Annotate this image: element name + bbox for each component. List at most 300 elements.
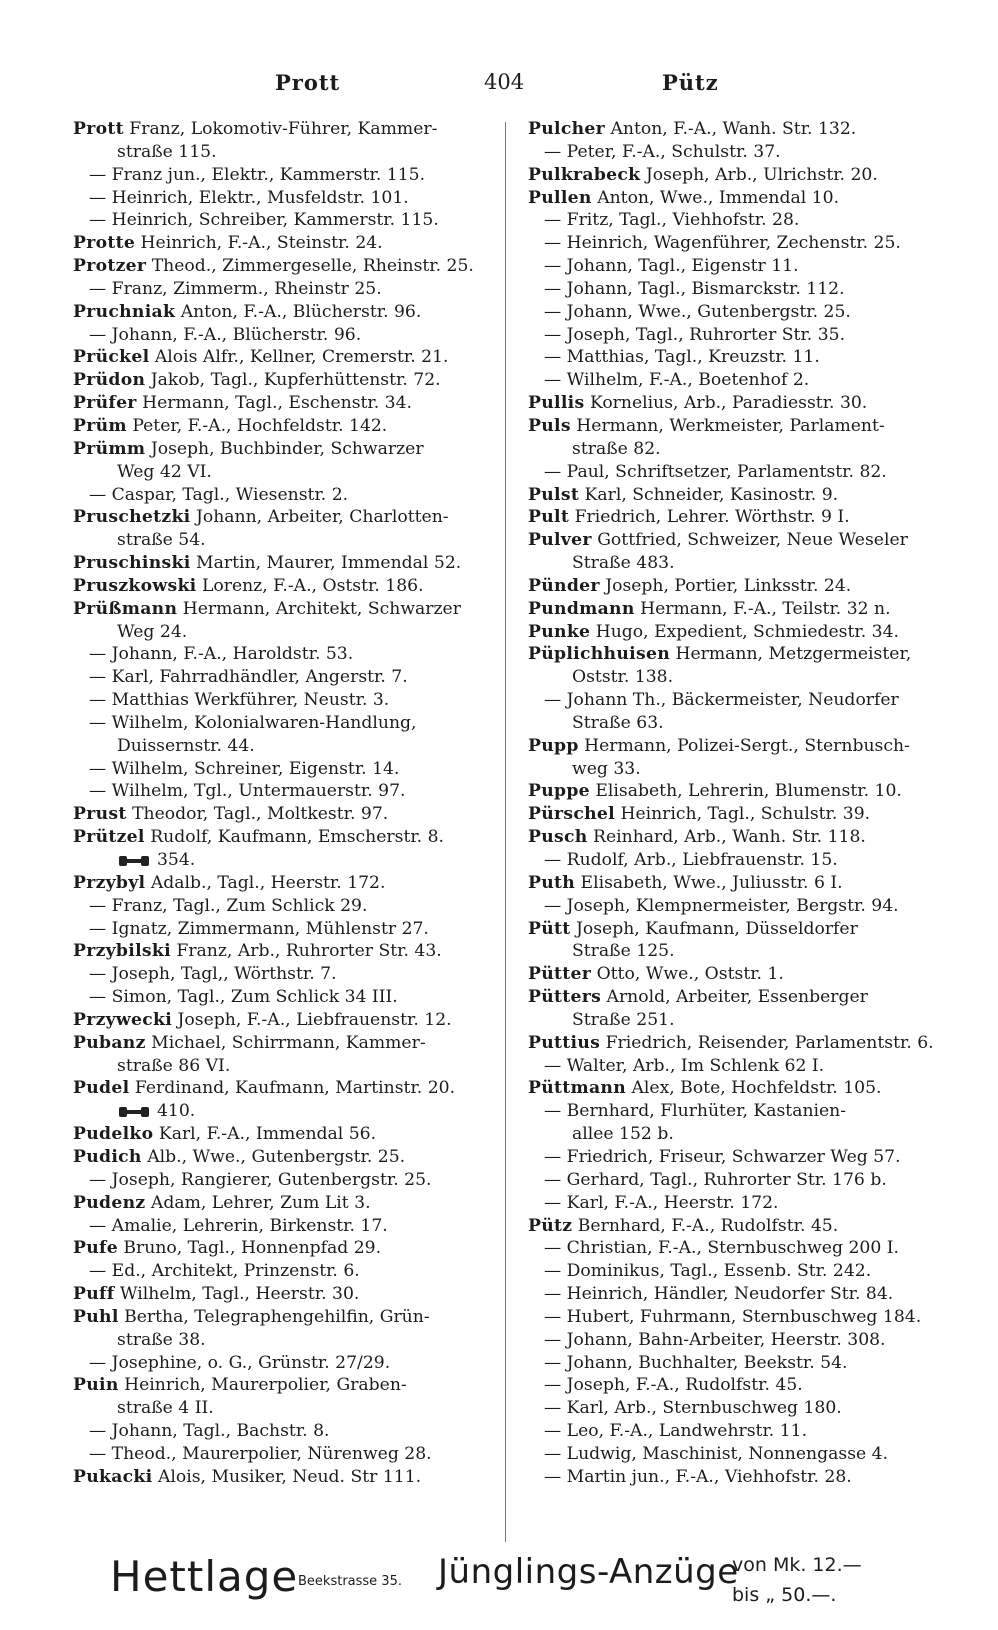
entry-details: Reinhard, Arb., Wanh. Str. 118.	[593, 827, 866, 848]
entry-details: — Paul, Schriftsetzer, Parlamentstr. 82.	[544, 461, 887, 482]
entry-details: Hermann, Architekt, Schwarzer	[182, 598, 461, 619]
directory-entry	[73, 872, 495, 895]
telephone-number: 354.	[157, 850, 196, 870]
entry-details: — Franz, Tagl., Zum Schlick 29.	[89, 895, 368, 916]
entry-details: — Franz jun., Elektr., Kammerstr. 115.	[89, 164, 426, 185]
directory-entry	[528, 872, 968, 895]
entry-surname: Pruchniak	[73, 301, 176, 322]
entry-surname: Protte	[73, 233, 136, 254]
directory-entry	[528, 780, 968, 803]
entry-surname: Pudelko	[73, 1124, 154, 1145]
entry-details: Friedrich, Lehrer. Wörthstr. 9 I.	[574, 507, 850, 528]
directory-entry	[528, 164, 968, 187]
directory-entry	[528, 986, 968, 1009]
entry-details: — Heinrich, Händler, Neudorfer Str. 84.	[544, 1284, 894, 1305]
directory-entry	[73, 575, 495, 598]
sub-entry	[73, 918, 495, 941]
entry-details: Anton, F.-A., Blücherstr. 96.	[180, 301, 422, 322]
directory-entry	[528, 529, 968, 552]
entry-continuation	[73, 1397, 495, 1420]
entry-continuation	[73, 735, 495, 758]
entry-details: — Simon, Tagl., Zum Schlick 34 III.	[89, 987, 398, 1008]
entry-surname: Pruszkowski	[73, 575, 197, 596]
entry-details: — Karl, F.-A., Heerstr. 172.	[544, 1192, 779, 1213]
directory-entry	[73, 392, 495, 415]
entry-details: — Gerhard, Tagl., Ruhrorter Str. 176 b.	[544, 1169, 887, 1190]
ad-brand: Hettlage	[110, 1552, 299, 1601]
directory-entry	[73, 232, 495, 255]
entry-details: — Theod., Maurerpolier, Nürenweg 28.	[89, 1443, 432, 1464]
entry-details: — Amalie, Lehrerin, Birkenstr. 17.	[89, 1215, 388, 1236]
entry-surname: Pünder	[528, 575, 600, 596]
entry-details: weg 33.	[572, 758, 641, 779]
entry-details: — Johann, Buchhalter, Beekstr. 54.	[544, 1352, 848, 1373]
directory-entry	[528, 598, 968, 621]
directory-entry	[528, 118, 968, 141]
telephone-number: 410.	[157, 1101, 196, 1122]
sub-entry	[528, 1237, 968, 1260]
right-column	[528, 118, 968, 1489]
entry-surname: Pundmann	[528, 598, 635, 619]
entry-details: Wilhelm, Tagl., Heerstr. 30.	[119, 1284, 360, 1305]
entry-details: Otto, Wwe., Oststr. 1.	[596, 964, 784, 985]
directory-entry	[528, 643, 968, 666]
sub-entry	[528, 1192, 968, 1215]
directory-entry	[73, 255, 495, 278]
entry-details: — Wilhelm, F.-A., Boetenhof 2.	[544, 370, 810, 391]
directory-entry	[528, 918, 968, 941]
entry-surname: Pruschinski	[73, 553, 191, 574]
entry-details: — Ed., Architekt, Prinzenstr. 6.	[89, 1261, 360, 1282]
directory-entry	[73, 1146, 495, 1169]
entry-surname: Puff	[73, 1284, 115, 1305]
directory-entry	[73, 1192, 495, 1215]
entry-details: Duissernstr. 44.	[117, 735, 255, 756]
entry-details: Elisabeth, Wwe., Juliusstr. 6 I.	[580, 872, 843, 893]
entry-surname: Pusch	[528, 827, 588, 848]
entry-details: — Peter, F.-A., Schulstr. 37.	[544, 141, 781, 162]
directory-entry	[528, 392, 968, 415]
directory-entry	[73, 1077, 495, 1100]
telephone-icon	[117, 856, 151, 866]
entry-surname: Pubanz	[73, 1032, 146, 1053]
directory-entry	[73, 1123, 495, 1146]
sub-entry	[528, 1055, 968, 1078]
sub-entry	[528, 1397, 968, 1420]
directory-entry	[73, 1283, 495, 1306]
entry-details: — Karl, Arb., Sternbuschweg 180.	[544, 1398, 842, 1419]
entry-surname: Puppe	[528, 781, 590, 802]
entry-details: — Josephine, o. G., Grünstr. 27/29.	[89, 1352, 391, 1373]
entry-surname: Puttius	[528, 1032, 601, 1053]
ad-product: Jünglings-Anzüge	[438, 1552, 739, 1592]
entry-details: Straße 251.	[572, 1009, 675, 1030]
entry-details: — Leo, F.-A., Landwehrstr. 11.	[544, 1421, 808, 1442]
directory-entry	[73, 1237, 495, 1260]
ad-street: Beekstrasse 35.	[298, 1574, 402, 1589]
sub-entry	[73, 643, 495, 666]
entry-details: Kornelius, Arb., Paradiesstr. 30.	[589, 393, 868, 414]
sub-entry	[528, 141, 968, 164]
sub-entry	[73, 758, 495, 781]
entry-details: — Johann Th., Bäckermeister, Neudorfer	[544, 690, 899, 711]
entry-surname: Prümm	[73, 438, 146, 459]
sub-entry	[528, 209, 968, 232]
entry-details: — Fritz, Tagl., Viehhofstr. 28.	[544, 210, 800, 231]
entry-surname: Pütter	[528, 964, 592, 985]
entry-details: — Joseph, Tagl., Ruhrorter Str. 35.	[544, 324, 846, 345]
directory-entry	[528, 415, 968, 438]
entry-details: Joseph, F.-A., Liebfrauenstr. 12.	[177, 1009, 452, 1030]
entry-surname: Pullen	[528, 187, 592, 208]
entry-details: straße 54.	[117, 530, 206, 551]
entry-surname: Prützel	[73, 827, 145, 848]
entry-details: Alb., Wwe., Gutenbergstr. 25.	[147, 1146, 406, 1167]
entry-details: — Walter, Arb., Im Schlenk 62 I.	[544, 1055, 825, 1076]
sub-entry	[73, 1260, 495, 1283]
sub-entry	[528, 849, 968, 872]
directory-entry	[528, 1077, 968, 1100]
column-divider	[505, 122, 506, 1542]
entry-surname: Pulcher	[528, 119, 606, 139]
header-right-keyword: Pütz	[662, 70, 719, 95]
entry-continuation	[73, 1055, 495, 1078]
telephone-line	[73, 1100, 495, 1123]
entry-surname: Prust	[73, 804, 127, 825]
sub-entry	[528, 461, 968, 484]
entry-details: Heinrich, F.-A., Steinstr. 24.	[140, 233, 383, 254]
sub-entry	[73, 666, 495, 689]
entry-surname: Prüdon	[73, 370, 146, 391]
sub-entry	[528, 255, 968, 278]
entry-details: Straße 125.	[572, 941, 675, 962]
entry-surname: Pufe	[73, 1238, 118, 1259]
directory-entry	[528, 621, 968, 644]
entry-continuation	[73, 461, 495, 484]
sub-entry	[73, 278, 495, 301]
entry-surname: Przybyl	[73, 872, 146, 893]
ad-price-to: bis „ 50.—.	[732, 1584, 837, 1606]
entry-details: straße 82.	[572, 438, 661, 459]
entry-details: Straße 63.	[572, 712, 664, 733]
sub-entry	[73, 1420, 495, 1443]
entry-details: Hermann, Tagl., Eschenstr. 34.	[142, 393, 413, 414]
entry-details: Martin, Maurer, Immendal 52.	[196, 553, 462, 574]
entry-details: Bruno, Tagl., Honnenpfad 29.	[123, 1238, 382, 1259]
entry-details: — Johann, Tagl., Bachstr. 8.	[89, 1421, 330, 1442]
entry-details: — Karl, Fahrradhändler, Angerstr. 7.	[89, 667, 408, 688]
sub-entry	[73, 324, 495, 347]
entry-details: — Johann, Tagl., Eigenstr 11.	[544, 256, 799, 277]
entry-details: — Joseph, F.-A., Rudolfstr. 45.	[544, 1375, 803, 1396]
entry-surname: Punke	[528, 621, 591, 642]
sub-entry	[73, 187, 495, 210]
sub-entry	[528, 369, 968, 392]
entry-continuation	[73, 621, 495, 644]
sub-entry	[528, 1443, 968, 1466]
directory-entry	[528, 1215, 968, 1238]
entry-details: Adam, Lehrer, Zum Lit 3.	[150, 1192, 371, 1213]
entry-details: Heinrich, Maurerpolier, Graben-	[124, 1375, 407, 1396]
entry-details: Joseph, Buchbinder, Schwarzer	[150, 438, 424, 459]
sub-entry	[528, 232, 968, 255]
entry-surname: Pudel	[73, 1078, 130, 1099]
entry-details: — Wilhelm, Kolonialwaren-Handlung,	[89, 712, 417, 733]
directory-entry	[73, 301, 495, 324]
entry-surname: Pullis	[528, 393, 585, 414]
entry-details: Joseph, Kaufmann, Düsseldorfer	[575, 918, 858, 939]
entry-surname: Puth	[528, 872, 576, 893]
telephone-icon	[117, 1107, 151, 1117]
directory-entry	[73, 1009, 495, 1032]
entry-surname: Prückel	[73, 347, 150, 368]
entry-details: — Johann, F.-A., Blücherstr. 96.	[89, 324, 362, 345]
page-number: 404	[484, 70, 525, 94]
sub-entry	[73, 1352, 495, 1375]
entry-details: Peter, F.-A., Hochfeldstr. 142.	[132, 415, 388, 436]
sub-entry	[528, 1169, 968, 1192]
entry-details: — Dominikus, Tagl., Essenb. Str. 242.	[544, 1261, 872, 1282]
entry-surname: Püplichhuisen	[528, 644, 670, 665]
entry-details: straße 38.	[117, 1329, 206, 1350]
entry-surname: Pupp	[528, 735, 579, 756]
entry-details: — Wilhelm, Tgl., Untermauerstr. 97.	[89, 781, 406, 802]
entry-details: Alois, Musiker, Neud. Str 111.	[157, 1466, 422, 1487]
sub-entry	[528, 1374, 968, 1397]
entry-details: — Matthias, Tagl., Kreuzstr. 11.	[544, 347, 820, 368]
sub-entry	[528, 1466, 968, 1489]
entry-details: Franz, Arb., Ruhrorter Str. 43.	[176, 941, 442, 962]
directory-entry	[73, 1306, 495, 1329]
entry-details: Hermann, F.-A., Teilstr. 32 n.	[640, 598, 891, 619]
sub-entry	[73, 1215, 495, 1238]
entry-continuation	[528, 666, 968, 689]
entry-details: Straße 483.	[572, 553, 675, 574]
entry-details: Heinrich, Tagl., Schulstr. 39.	[620, 804, 871, 825]
entry-surname: Pruschetzki	[73, 507, 191, 528]
entry-details: — Caspar, Tagl., Wiesenstr. 2.	[89, 484, 349, 505]
entry-details: Michael, Schirrmann, Kammer-	[151, 1032, 426, 1053]
entry-details: straße 4 II.	[117, 1398, 214, 1419]
entry-details: — Ignatz, Zimmermann, Mühlenstr 27.	[89, 918, 429, 939]
entry-continuation	[73, 1329, 495, 1352]
entry-details: Hermann, Polizei-Sergt., Sternbusch-	[584, 735, 910, 756]
sub-entry	[73, 209, 495, 232]
entry-details: — Johann, F.-A., Haroldstr. 53.	[89, 644, 354, 665]
entry-surname: Pulkrabeck	[528, 164, 641, 185]
entry-surname: Puls	[528, 415, 571, 436]
entry-details: Alex, Bote, Hochfeldstr. 105.	[631, 1078, 882, 1099]
entry-details: Hermann, Werkmeister, Parlament-	[576, 415, 885, 436]
sub-entry	[73, 712, 495, 735]
sub-entry	[528, 1306, 968, 1329]
sub-entry	[528, 278, 968, 301]
sub-entry	[528, 1329, 968, 1352]
directory-entry	[73, 552, 495, 575]
sub-entry	[528, 1283, 968, 1306]
entry-details: Anton, Wwe., Immendal 10.	[597, 187, 840, 208]
sub-entry	[73, 895, 495, 918]
directory-entry	[528, 826, 968, 849]
entry-details: Joseph, Arb., Ulrichstr. 20.	[645, 164, 878, 185]
sub-entry	[73, 780, 495, 803]
entry-details: Ferdinand, Kaufmann, Martinstr. 20.	[134, 1078, 456, 1099]
entry-surname: Pudich	[73, 1146, 142, 1167]
sub-entry	[73, 164, 495, 187]
entry-surname: Przywecki	[73, 1009, 173, 1030]
sub-entry	[528, 689, 968, 712]
entry-details: straße 86 VI.	[117, 1055, 231, 1076]
entry-continuation	[73, 141, 495, 164]
entry-surname: Pult	[528, 507, 570, 528]
entry-details: — Christian, F.-A., Sternbuschweg 200 I.	[544, 1238, 899, 1259]
entry-surname: Pütz	[528, 1215, 573, 1236]
entry-continuation	[73, 529, 495, 552]
entry-details: allee 152 b.	[572, 1124, 674, 1145]
entry-details: Rudolf, Kaufmann, Emscherstr. 8.	[150, 827, 445, 848]
left-column	[73, 118, 495, 1489]
entry-details: — Matthias Werkführer, Neustr. 3.	[89, 690, 390, 711]
entry-details: — Heinrich, Elektr., Musfeldstr. 101.	[89, 187, 409, 208]
directory-entry	[73, 803, 495, 826]
directory-entry	[73, 438, 495, 461]
sub-entry	[73, 689, 495, 712]
entry-details: straße 115.	[117, 141, 217, 162]
entry-details: — Joseph, Tagl,, Wörthstr. 7.	[89, 964, 337, 985]
directory-entry	[73, 1032, 495, 1055]
entry-details: Theodor, Tagl., Moltkestr. 97.	[132, 804, 389, 825]
entry-details: Lorenz, F.-A., Oststr. 186.	[201, 575, 424, 596]
entry-surname: Prüm	[73, 415, 127, 436]
entry-details: — Joseph, Klempnermeister, Bergstr. 94.	[544, 895, 899, 916]
entry-details: — Bernhard, Flurhüter, Kastanien-	[544, 1101, 847, 1122]
sub-entry	[528, 1100, 968, 1123]
entry-continuation	[528, 712, 968, 735]
footer-advertisement	[100, 1550, 980, 1620]
entry-details: Adalb., Tagl., Heerstr. 172.	[150, 872, 386, 893]
entry-details: — Franz, Zimmerm., Rheinstr 25.	[89, 278, 382, 299]
directory-entry	[73, 940, 495, 963]
entry-continuation	[528, 940, 968, 963]
sub-entry	[73, 1169, 495, 1192]
entry-details: Weg 42 VI.	[117, 461, 212, 482]
entry-surname: Püttmann	[528, 1078, 627, 1099]
entry-details: — Ludwig, Maschinist, Nonnengasse 4.	[544, 1443, 889, 1464]
page-header	[0, 70, 998, 110]
entry-details: Elisabeth, Lehrerin, Blumenstr. 10.	[595, 781, 902, 802]
entry-surname: Pütters	[528, 987, 602, 1008]
entry-continuation	[528, 552, 968, 575]
directory-entry	[73, 346, 495, 369]
entry-details: — Joseph, Rangierer, Gutenbergstr. 25.	[89, 1169, 432, 1190]
entry-details: Franz, Lokomotiv-Führer, Kammer-	[129, 119, 438, 139]
entry-surname: Pürschel	[528, 804, 615, 825]
sub-entry	[528, 346, 968, 369]
entry-details: — Johann, Wwe., Gutenbergstr. 25.	[544, 301, 851, 322]
entry-surname: Pulst	[528, 484, 580, 505]
entry-details: — Friedrich, Friseur, Schwarzer Weg 57.	[544, 1146, 901, 1167]
directory-entry	[528, 803, 968, 826]
directory-entry	[528, 1032, 968, 1055]
entry-details: Anton, F.-A., Wanh. Str. 132.	[610, 119, 857, 139]
entry-surname: Prüßmann	[73, 598, 178, 619]
directory-entry	[528, 575, 968, 598]
directory-entry	[528, 187, 968, 210]
sub-entry	[528, 324, 968, 347]
directory-entry	[73, 598, 495, 621]
entry-surname: Prott	[73, 119, 124, 139]
directory-entry	[73, 1374, 495, 1397]
sub-entry	[528, 1352, 968, 1375]
header-left-keyword: Prott	[275, 70, 341, 95]
entry-details: — Rudolf, Arb., Liebfrauenstr. 15.	[544, 850, 838, 870]
entry-details: Friedrich, Reisender, Parlamentstr. 6.	[605, 1032, 934, 1053]
entry-details: — Martin jun., F.-A., Viehhofstr. 28.	[544, 1466, 852, 1487]
entry-details: — Johann, Tagl., Bismarckstr. 112.	[544, 278, 845, 299]
entry-details: Joseph, Portier, Linksstr. 24.	[605, 575, 852, 596]
entry-surname: Puhl	[73, 1306, 119, 1327]
telephone-line	[73, 849, 495, 872]
entry-details: Johann, Arbeiter, Charlotten-	[195, 507, 449, 528]
directory-entry	[528, 735, 968, 758]
sub-entry	[528, 895, 968, 918]
directory-entry	[73, 415, 495, 438]
entry-details: Bernhard, F.-A., Rudolfstr. 45.	[577, 1215, 839, 1236]
entry-details: Bertha, Telegraphengehilfin, Grün-	[124, 1306, 430, 1327]
directory-entry	[73, 369, 495, 392]
directory-entry	[528, 506, 968, 529]
entry-surname: Prüfer	[73, 393, 137, 414]
directory-entry	[73, 118, 495, 141]
entry-details: Karl, Schneider, Kasinostr. 9.	[584, 484, 839, 505]
sub-entry	[528, 1260, 968, 1283]
sub-entry	[528, 1420, 968, 1443]
entry-details: Theod., Zimmergeselle, Rheinstr. 25.	[151, 256, 474, 277]
sub-entry	[73, 1443, 495, 1466]
sub-entry	[528, 301, 968, 324]
entry-details: Gottfried, Schweizer, Neue Weseler	[597, 530, 908, 551]
sub-entry	[73, 963, 495, 986]
directory-entry	[73, 1466, 495, 1489]
entry-continuation	[528, 1009, 968, 1032]
entry-details: Jakob, Tagl., Kupferhüttenstr. 72.	[150, 370, 441, 391]
entry-surname: Pütt	[528, 918, 571, 939]
entry-surname: Pudenz	[73, 1192, 146, 1213]
directory-entry	[73, 506, 495, 529]
directory-entry	[73, 826, 495, 849]
directory-entry	[528, 484, 968, 507]
entry-surname: Puin	[73, 1375, 119, 1396]
entry-continuation	[528, 1123, 968, 1146]
entry-details: Hugo, Expedient, Schmiedestr. 34.	[595, 621, 899, 642]
entry-surname: Pulver	[528, 530, 592, 551]
entry-details: Hermann, Metzgermeister,	[675, 644, 912, 665]
entry-details: Oststr. 138.	[572, 667, 674, 688]
entry-details: Alois Alfr., Kellner, Cremerstr. 21.	[154, 347, 449, 368]
entry-details: Karl, F.-A., Immendal 56.	[158, 1124, 377, 1145]
entry-surname: Pukacki	[73, 1466, 153, 1487]
entry-details: — Wilhelm, Schreiner, Eigenstr. 14.	[89, 758, 400, 779]
entry-surname: Przybilski	[73, 941, 171, 962]
entry-continuation	[528, 758, 968, 781]
entry-continuation	[528, 438, 968, 461]
ad-price-from: von Mk. 12.—	[732, 1554, 862, 1576]
entry-details: — Johann, Bahn-Arbeiter, Heerstr. 308.	[544, 1329, 886, 1350]
entry-details: — Hubert, Fuhrmann, Sternbuschweg 184.	[544, 1306, 922, 1327]
entry-surname: Protzer	[73, 256, 147, 277]
sub-entry	[73, 986, 495, 1009]
directory-entry	[528, 963, 968, 986]
